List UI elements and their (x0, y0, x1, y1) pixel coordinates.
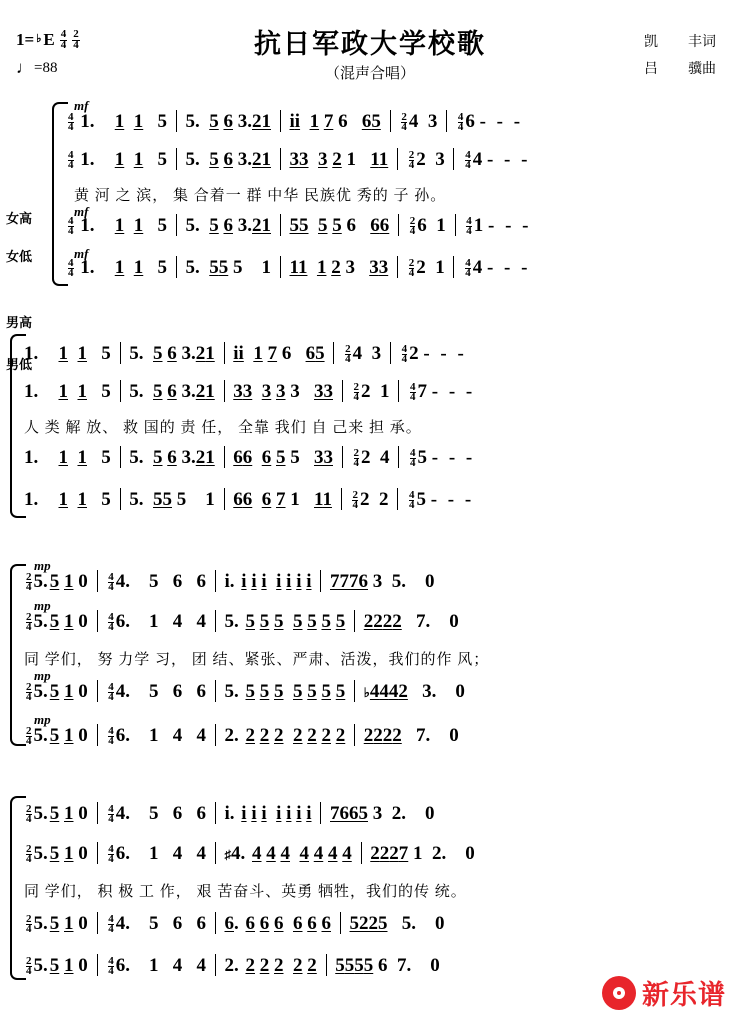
lyrics-line-2: 人 类 解 放、 救 国的 责 任， 全靠 我们 自 己来 担 承。 (24, 420, 422, 436)
quarter-note-icon: ♩ (16, 58, 33, 77)
notes-tenor-1: $\frac{4}{4}$ 1. 1 1 5 5. 5 6 3.21 55 5 5 6 66 $\frac{2}{4}$ 6 1 $\frac{4}{4}$ 1 - - - (68, 215, 532, 238)
dynamic-mp-alto: mp (34, 598, 51, 613)
record-disc-icon (602, 976, 636, 1010)
notes-alto-4: $\frac{2}{4}$ 5.5 1 0 $\frac{4}{4}$ 6. 1 4 4 ♯4. 4 4 4 4 4 4 4 2227 1 2. 0 (26, 843, 475, 866)
stave-tenor-2 (0, 446, 740, 480)
dynamic-mf-tenor: mf (74, 204, 89, 219)
dynamic-mp-bass: mp (34, 712, 51, 727)
page-title: 抗日军政大学校歌 (254, 29, 486, 59)
watermark-text: 新乐谱 (642, 980, 726, 1010)
credit-line-2: 吕 骥曲 (644, 61, 716, 77)
stave-soprano-4 (0, 802, 740, 836)
part-label-soprano: 女高 (6, 211, 33, 226)
dynamic-mp-soprano: mp (34, 558, 51, 573)
notes-soprano-1: $\frac{4}{4}$ 1. 1 1 5 5. 5 6 3.21 ii 1 7 6 65 $\frac{2}{4}$ 4 3 $\frac{4}{4}$ 6 - - - (68, 111, 524, 134)
system-3 (0, 558, 740, 758)
notes-alto-3: $\frac{2}{4}$ 5.5 1 0 $\frac{4}{4}$ 6. 1 4 4 5. 5 5 5 5 5 5 5 2222 7. 0 (26, 611, 459, 634)
key-flat-symbol: ♭ (36, 33, 42, 45)
notes-bass-4: $\frac{2}{4}$ 5.5 1 0 $\frac{4}{4}$ 6. 1 4 4 2. 2 2 2 2 2 5555 6 7. 0 (26, 955, 440, 978)
stave-soprano-3 (0, 570, 740, 604)
notes-bass-2: 1. 1 1 5 5. 55 5 1 66 6 7 1 11 $\frac{2}{4}$ 2 2 $\frac{4}{4}$ 5 - - - (24, 489, 475, 512)
stave-tenor-1 (0, 214, 740, 248)
notes-soprano-4: $\frac{2}{4}$ 5.5 1 0 $\frac{4}{4}$ 4. 5 6 6 i. i i i i i i i 7665 3 2. 0 (26, 803, 435, 826)
key-signature-text: 1= (16, 30, 35, 49)
notes-alto-1: $\frac{4}{4}$ 1. 1 1 5 5. 5 6 3.21 33 3 2 1 11 $\frac{2}{4}$ 2 3 $\frac{4}{4}$ 4 - - - (68, 149, 531, 172)
time-signature-4-4: 4 4 (60, 28, 67, 51)
key-letter: E (43, 30, 55, 49)
credits (644, 30, 716, 83)
notes-alto-2: 1. 1 1 5 5. 5 6 3.21 33 3 3 3 33 $\frac{2}{4}$ 2 1 $\frac{4}{4}$ 7 - - - (24, 381, 476, 404)
system-4 (0, 790, 740, 1000)
credit-line-1: 凯 丰词 (644, 35, 716, 50)
notes-tenor-2: 1. 1 1 5 5. 5 6 3.21 66 6 5 5 33 $\frac{2}{4}$ 2 4 $\frac{4}{4}$ 5 - - - (24, 447, 476, 470)
page-subtitle: （混声合唱） (324, 66, 415, 82)
stave-alto-2 (0, 380, 740, 414)
stave-tenor-4 (0, 912, 740, 946)
notes-soprano-2: 1. 1 1 5 5. 5 6 3.21 ii 1 7 6 65 $\frac{2}{4}$ 4 3 $\frac{4}{4}$ 2 - - - (24, 343, 467, 366)
notes-bass-1: $\frac{4}{4}$ 1. 1 1 5 5. 55 5 1 11 1 2 3 33 $\frac{2}{4}$ 2 1 $\frac{4}{4}$ 4 - - - (68, 257, 531, 280)
system-2 (0, 330, 740, 530)
lyrics-line-1: 黄 河 之 滨， 集 合着一 群 中华 民族优 秀的 子 孙。 (74, 188, 447, 204)
notes-tenor-4: $\frac{2}{4}$ 5.5 1 0 $\frac{4}{4}$ 4. 5 6 6 6. 6 6 6 6 6 6 5225 5. 0 (26, 913, 445, 936)
part-label-bass: 男低 (6, 357, 33, 372)
stave-soprano-1 (0, 110, 740, 144)
watermark-logo (602, 973, 726, 1012)
lyrics-line-4: 同 学们， 积 极 工 作， 艰 苦奋斗、英勇 牺牲，我们的传 统。 (24, 884, 467, 900)
part-label-tenor: 男高 (6, 315, 33, 330)
part-label-alto: 女低 (6, 249, 33, 264)
stave-bass-1 (0, 256, 740, 290)
stave-alto-4 (0, 842, 740, 876)
tempo-value: =88 (34, 59, 58, 76)
stave-bass-2 (0, 488, 740, 522)
dynamic-mf-bass: mf (74, 246, 89, 261)
notes-bass-3: $\frac{2}{4}$ 5.5 1 0 $\frac{4}{4}$ 6. 1 4 4 2. 2 2 2 2 2 2 2 2222 7. 0 (26, 725, 459, 748)
lyrics-line-3: 同 学们， 努 力学 习， 团 结、紧张、严肃、活泼，我们的作 风； (24, 652, 490, 668)
notes-soprano-3: $\frac{2}{4}$ 5.5 1 0 $\frac{4}{4}$ 4. 5 6 6 i. i i i i i i i 7776 3 5. 0 (26, 571, 435, 594)
stave-tenor-3 (0, 680, 740, 714)
dynamic-mf-soprano: mf (74, 98, 89, 113)
stave-soprano-2 (0, 342, 740, 376)
stave-alto-3 (0, 610, 740, 644)
notes-tenor-3: $\frac{2}{4}$ 5.5 1 0 $\frac{4}{4}$ 4. 5 6 6 5. 5 5 5 5 5 5 5 ♭4442 3. 0 (26, 681, 465, 704)
time-signature-2-4: 2 4 (73, 28, 79, 51)
stave-bass-3 (0, 724, 740, 758)
stave-alto-1 (0, 148, 740, 182)
dynamic-mp-tenor: mp (34, 668, 51, 683)
